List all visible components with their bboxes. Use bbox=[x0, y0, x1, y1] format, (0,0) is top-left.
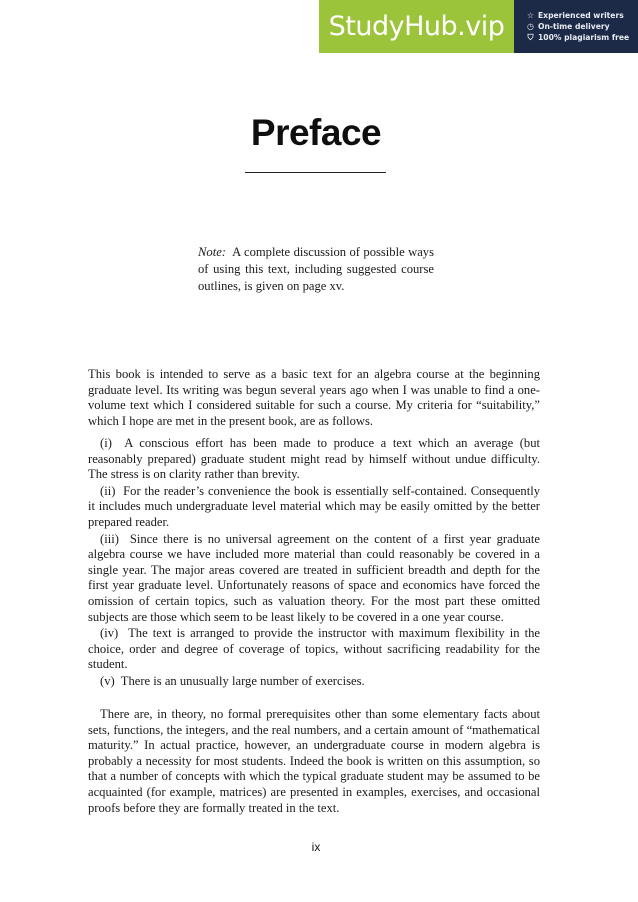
title-underline bbox=[245, 172, 386, 173]
feature-list bbox=[514, 0, 638, 53]
list-item bbox=[88, 532, 540, 626]
clock-icon: ◷ bbox=[527, 21, 534, 31]
list-item bbox=[88, 626, 540, 673]
item-text: There is an unusually large number of exercises. bbox=[120, 673, 365, 688]
feature-label: 100% plagiarism free bbox=[538, 33, 630, 42]
feature-item bbox=[526, 11, 638, 20]
item-text: For the reader’s convenience the book is essentially self-contained. Consequently it includes much undergraduate level material which may be easily omitted by the better prepared reader. bbox=[88, 483, 541, 529]
note-label: Note: bbox=[198, 245, 226, 259]
page-title: Preface bbox=[250, 112, 382, 153]
note-block bbox=[198, 244, 434, 295]
star-icon: ☆ bbox=[526, 10, 535, 20]
item-text: A conscious effort has been made to produce a text which an average (but reasonably prepared) graduate student might read by himself without undue difficulty. The stress is on clarity rather than brevity. bbox=[88, 436, 540, 482]
list-item bbox=[88, 484, 540, 531]
closing-paragraph bbox=[88, 707, 540, 816]
item-marker: (iv) bbox=[100, 626, 119, 641]
item-marker: (ii) bbox=[100, 483, 116, 498]
closing-text: There are, in theory, no formal prerequisites other than some elementary facts about sets, functions, the integers, and the real numbers, and a certain amount of “mathematical maturity.” In actual practice, however, an undergraduate course in modern algebra is probably a necessity for most students. Indeed the book is written on this assumption, so that a number of concepts with which the typical graduate student may be assumed to be acquainted (for example, matrices) are presented in examples, exercises, and occasional proofs before they are formally treated in the text. bbox=[88, 707, 540, 815]
criteria-list bbox=[88, 436, 540, 690]
shield-icon: ⛉ bbox=[527, 32, 534, 42]
list-item bbox=[88, 674, 540, 690]
item-text: Since there is no universal agreement on the content of a first year graduate algebra course we have included more material than could reasonably be covered in a single year. The major areas covered are treated in sufficient breadth and depth for the first year graduate level. Unfortunately reasons of space and economics have forced the omission of certain topics, such as valuation theory. For the most part these omitted subjects are those which seem to be least likely to be covered in a one year course. bbox=[88, 531, 540, 624]
feature-label: On-time delivery bbox=[538, 21, 610, 31]
page-number: ix bbox=[311, 840, 321, 854]
feature-label: Experienced writers bbox=[538, 10, 624, 20]
studyhub-banner[interactable] bbox=[319, 0, 638, 53]
item-marker: (iii) bbox=[100, 531, 119, 546]
intro-text: This book is intended to serve as a basic text for an algebra course at the beginning graduate level. Its writing was begun several years ago when I was unable to find a one-volume text which I considered suitable for such a course. My criteria for “suitability,” which I hope are met in the present book, are as follows. bbox=[88, 367, 540, 428]
item-text: The text is arranged to provide the instructor with maximum flexibility in the choice, order and degree of coverage of topics, without sacrificing readability for the student. bbox=[88, 626, 540, 672]
intro-paragraph bbox=[88, 367, 540, 429]
feature-item bbox=[526, 33, 638, 43]
list-item bbox=[88, 436, 540, 483]
item-marker: (i) bbox=[100, 436, 112, 450]
note-text: A complete discussion of possible ways of using this text, including suggested course outlines, is given on page xv. bbox=[198, 245, 434, 293]
brand-logo[interactable]: StudyHub.vip bbox=[319, 0, 514, 53]
item-marker: (v) bbox=[100, 673, 115, 688]
feature-item bbox=[526, 22, 638, 31]
